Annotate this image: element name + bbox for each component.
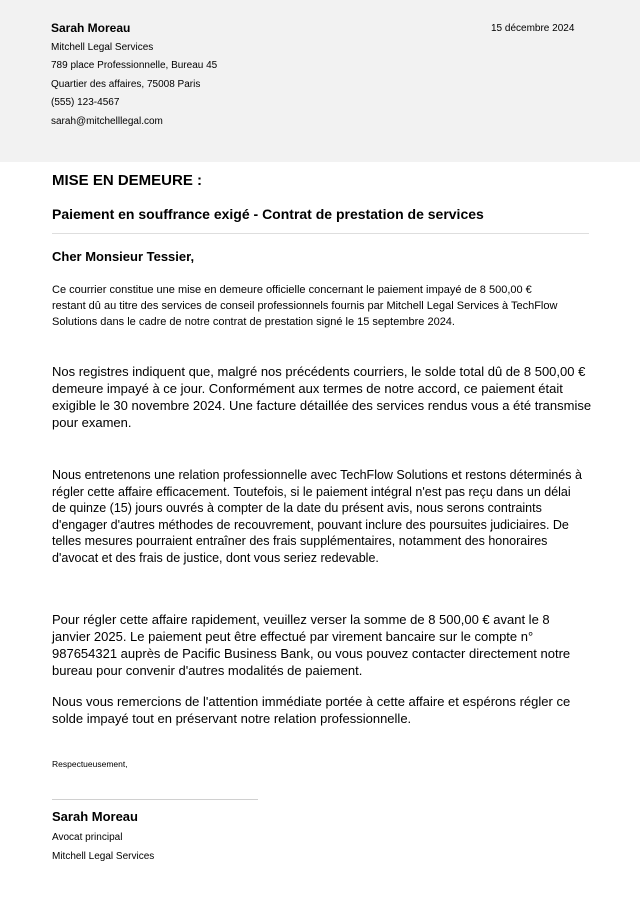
sender-email[interactable]: sarah@mitchelllegal.com	[51, 116, 163, 127]
sender-address-line1: 789 place Professionnelle, Bureau 45	[51, 60, 218, 71]
sender-name: Sarah Moreau	[51, 21, 131, 35]
letter-date: 15 décembre 2024	[491, 23, 575, 34]
sender-address-line2: Quartier des affaires, 75008 Paris	[51, 79, 201, 90]
body-paragraph-2: Nos registres indiquent que, malgré nos précédents courriers, le solde total dû de 8 500,00 € demeure impayé à ce jour. Conformément aux termes de notre accord, ce paiement était exigible le 30 novembre 2024. Une facture détaillée des services rendus vous a été transmise pour examen.	[52, 364, 592, 430]
letterhead	[0, 0, 640, 162]
subject-title: Paiement en souffrance exigé - Contrat de prestation de services	[52, 206, 484, 222]
body-paragraph-4: Pour régler cette affaire rapidement, veuillez verser la somme de 8 500,00 € avant le 8 janvier 2025. Le paiement peut être effectué par virement bancaire sur le compte n° 987654321 auprès de Pacific Business Bank, ou vous pouvez contacter directement notre bureau pour convenir d'autres modalités de paiement.	[52, 612, 571, 678]
salutation: Cher Monsieur Tessier,	[52, 249, 195, 264]
body-paragraph-3: Nous entretenons une relation professionnelle avec TechFlow Solutions et restons déterminés à régler cette affaire efficacement. Toutefois, si le paiement intégral n'est pas reçu dans un délai de quinze (15) jours ouvrés à compter de la date du présent avis, nous serons contraints d'engager d'autres méthodes de recouvrement, pouvant inclure des poursuites judiciaires. De telles mesures pourraient entraîner des frais supplémentaires, notamment des honoraires d'avocat et des frais de justice, dont vous seriez redevable.	[52, 468, 582, 565]
signature-title: Avocat principal	[52, 832, 123, 843]
body-paragraph-5: Nous vous remercions de l'attention immédiate portée à cette affaire et espérons régler ce solde impayé tout en préservant notre relation professionnelle.	[52, 694, 571, 726]
header-divider	[52, 233, 589, 234]
signature-name: Sarah Moreau	[52, 809, 138, 824]
subject-heading: MISE EN DEMEURE :	[52, 172, 203, 189]
closing: Respectueusement,	[52, 759, 128, 769]
signature-company: Mitchell Legal Services	[52, 851, 155, 862]
sender-company: Mitchell Legal Services	[51, 42, 154, 53]
signature-line	[52, 799, 258, 800]
sender-phone: (555) 123-4567	[51, 97, 120, 108]
body-paragraph-1: Ce courrier constitue une mise en demeure officielle concernant le paiement impayé de 8 500,00 € restant dû au titre des services de conseil professionnels fournis par Mitchell Legal Services à TechFlow Solutions dans le cadre de notre contrat de prestation signé le 15 septembre 2024.	[52, 284, 558, 328]
